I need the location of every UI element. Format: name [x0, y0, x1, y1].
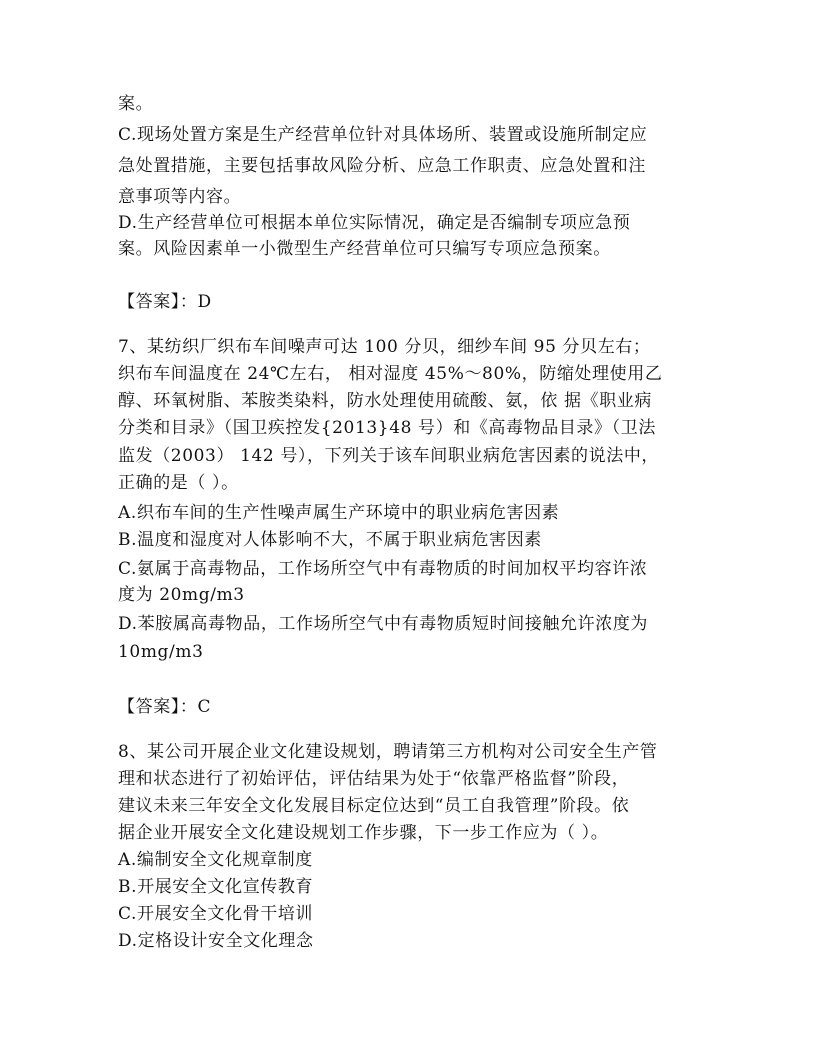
question-8-line: 理和状态进行了初始评估，评估结果为处于“依靠严格监督”阶段，	[118, 769, 630, 789]
option-d-line: D.生产经营单位可根据本单位实际情况，确定是否编制专项应急预	[118, 213, 631, 233]
text-line: 案。风险因素单一小微型生产经营单位可只编写专项应急预案。	[118, 239, 611, 259]
option-d-line: D.苯胺属高毒物品，工作场所空气中有毒物质短时间接触允许浓度为	[118, 614, 649, 634]
option-a-line: A.编制安全文化规章制度	[118, 850, 313, 870]
question-8-line: 8、某公司开展企业文化建设规划，聘请第三方机构对公司安全生产管	[118, 742, 658, 762]
text-line: 度为 20mg/m3	[118, 585, 245, 605]
option-d-line: D.定格设计安全文化理念	[118, 931, 314, 951]
question-7-line: 7、某纺织厂织布车间噪声可达 100 分贝，细纱车间 95 分贝左右；	[118, 337, 651, 357]
text-line: 意事项等内容。	[118, 187, 242, 207]
question-7-line: 醇、环氧树脂、苯胺类染料，防水处理使用硫酸、氨，依 据《职业病	[118, 391, 653, 411]
answer-label: 【答案】：C	[118, 697, 212, 717]
text-line: 10mg/m3	[118, 642, 204, 662]
option-a-line: A.织布车间的生产性噪声属生产环境中的职业病危害因素	[118, 503, 560, 523]
option-b-line: B.温度和湿度对人体影响不大，不属于职业病危害因素	[118, 530, 542, 550]
question-8-line: 建议未来三年安全文化发展目标定位达到“员工自我管理”阶段。依	[118, 796, 630, 816]
question-7-line: 正确的是（ ）。	[118, 473, 239, 493]
answer-label: 【答案】：D	[118, 292, 212, 312]
question-7-line: 分类和目录》（国卫疾控发{2013}48 号）和《高毒物品目录》（卫法	[118, 418, 656, 438]
option-b-line: B.开展安全文化宣传教育	[118, 877, 314, 897]
option-c-line: C.现场处置方案是生产经营单位针对具体场所、装置或设施所制定应	[118, 125, 648, 145]
text-line: 急处置措施，主要包括事故风险分析、应急工作职责、应急处置和注	[118, 156, 646, 176]
question-7-line: 监发（2003） 142 号），下列关于该车间职业病危害因素的说法中，	[118, 446, 660, 466]
option-c-line: C.氨属于高毒物品，工作场所空气中有毒物质的时间加权平均容许浓	[118, 559, 648, 579]
question-7-line: 织布车间温度在 24℃左右， 相对湿度 45%～80%，防缩处理使用乙	[118, 364, 663, 384]
question-8-line: 据企业开展安全文化建设规划工作步骤，下一步工作应为（ ）。	[118, 823, 609, 843]
text-line: 案。	[118, 94, 154, 114]
option-c-line: C.开展安全文化骨干培训	[118, 904, 314, 924]
